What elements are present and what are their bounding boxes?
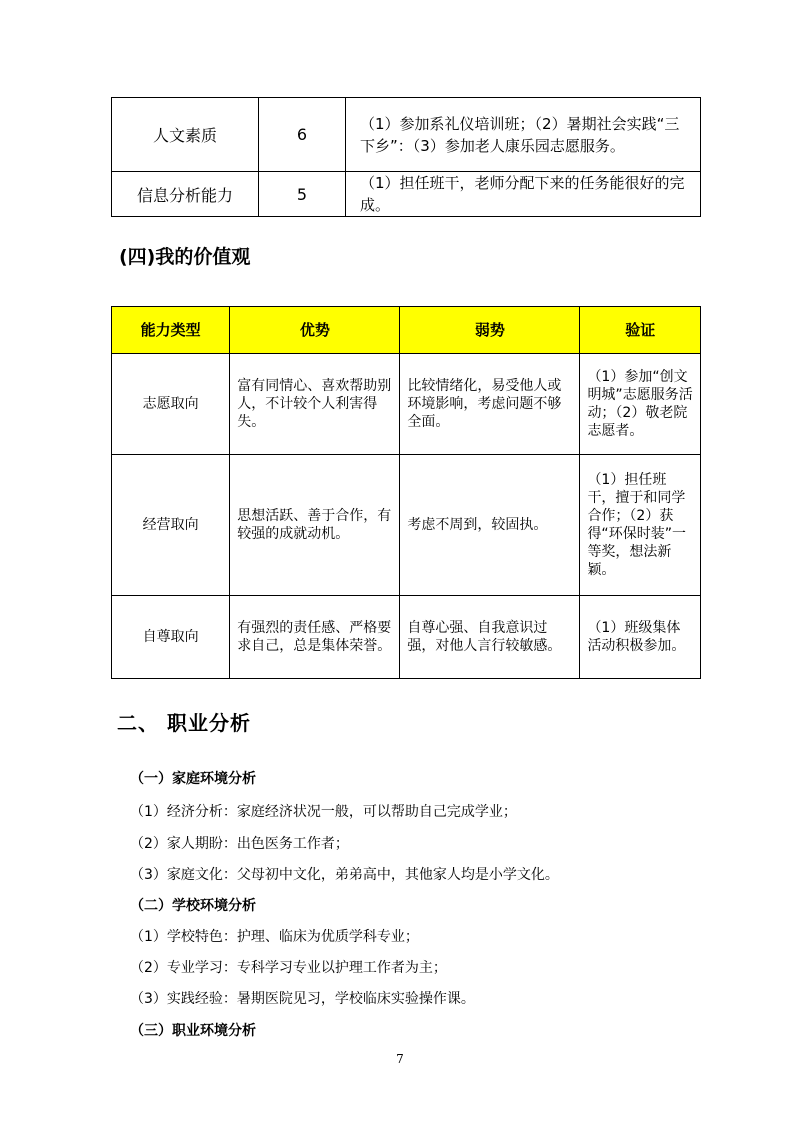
column-header: 能力类型 bbox=[112, 307, 230, 354]
paragraph-line: （1）学校特色：护理、临床为优质学科专业； bbox=[130, 929, 419, 945]
values-table bbox=[111, 306, 701, 679]
subheading-family: （一）家庭环境分析 bbox=[130, 771, 256, 787]
section-heading-values: (四)我的价值观 bbox=[119, 246, 251, 268]
paragraph-line: （3）家庭文化：父母初中文化，弟弟高中，其他家人均是小学文化。 bbox=[130, 867, 559, 883]
column-header: 验证 bbox=[580, 307, 701, 354]
ability-score-table bbox=[111, 97, 701, 217]
table-row bbox=[112, 596, 701, 679]
table-row bbox=[112, 354, 701, 455]
weakness-cell: 自尊心强、自我意识过强，对他人言行较敏感。 bbox=[400, 596, 580, 679]
value-type: 经营取向 bbox=[112, 455, 230, 596]
ability-desc: （1）参加系礼仪培训班；（2）暑期社会实践“三下乡”：（3）参加老人康乐园志愿服务。 bbox=[346, 98, 701, 172]
table-row bbox=[112, 455, 701, 596]
column-header: 优势 bbox=[230, 307, 400, 354]
value-type: 自尊取向 bbox=[112, 596, 230, 679]
subheading-school: （二）学校环境分析 bbox=[130, 898, 256, 914]
table-row bbox=[112, 98, 701, 172]
table-header-row bbox=[112, 307, 701, 354]
paragraph-line: （1）经济分析：家庭经济状况一般，可以帮助自己完成学业； bbox=[130, 804, 517, 820]
advantage-cell: 富有同情心、喜欢帮助别人，不计较个人利害得失。 bbox=[230, 354, 400, 455]
advantage-cell: 有强烈的责任感、严格要求自己，总是集体荣誉。 bbox=[230, 596, 400, 679]
ability-name: 人文素质 bbox=[112, 98, 259, 172]
ability-score: 5 bbox=[259, 172, 346, 217]
ability-name: 信息分析能力 bbox=[112, 172, 259, 217]
proof-cell: （1）参加“创文明城”志愿服务活动；（2）敬老院志愿者。 bbox=[580, 354, 701, 455]
ability-desc: （1）担任班干，老师分配下来的任务能很好的完成。 bbox=[346, 172, 701, 217]
proof-cell: （1）担任班干，擅于和同学合作；（2）获得“环保时装”一等奖，想法新颖。 bbox=[580, 455, 701, 596]
ability-score: 6 bbox=[259, 98, 346, 172]
weakness-cell: 考虑不周到，较固执。 bbox=[400, 455, 580, 596]
section-heading-career: 二、 职业分析 bbox=[117, 711, 251, 735]
paragraph-line: （2）家人期盼：出色医务工作者； bbox=[130, 836, 349, 852]
paragraph-line: （3）实践经验：暑期医院见习，学校临床实验操作课。 bbox=[130, 991, 475, 1007]
weakness-cell: 比较情绪化，易受他人或环境影响，考虑问题不够全面。 bbox=[400, 354, 580, 455]
page-number: 7 bbox=[396, 1052, 404, 1066]
value-type: 志愿取向 bbox=[112, 354, 230, 455]
subheading-career: （三）职业环境分析 bbox=[130, 1023, 256, 1039]
advantage-cell: 思想活跃、善于合作，有较强的成就动机。 bbox=[230, 455, 400, 596]
table-row bbox=[112, 172, 701, 217]
column-header: 弱势 bbox=[400, 307, 580, 354]
paragraph-line: （2）专业学习：专科学习专业以护理工作者为主； bbox=[130, 960, 447, 976]
proof-cell: （1）班级集体活动积极参加。 bbox=[580, 596, 701, 679]
